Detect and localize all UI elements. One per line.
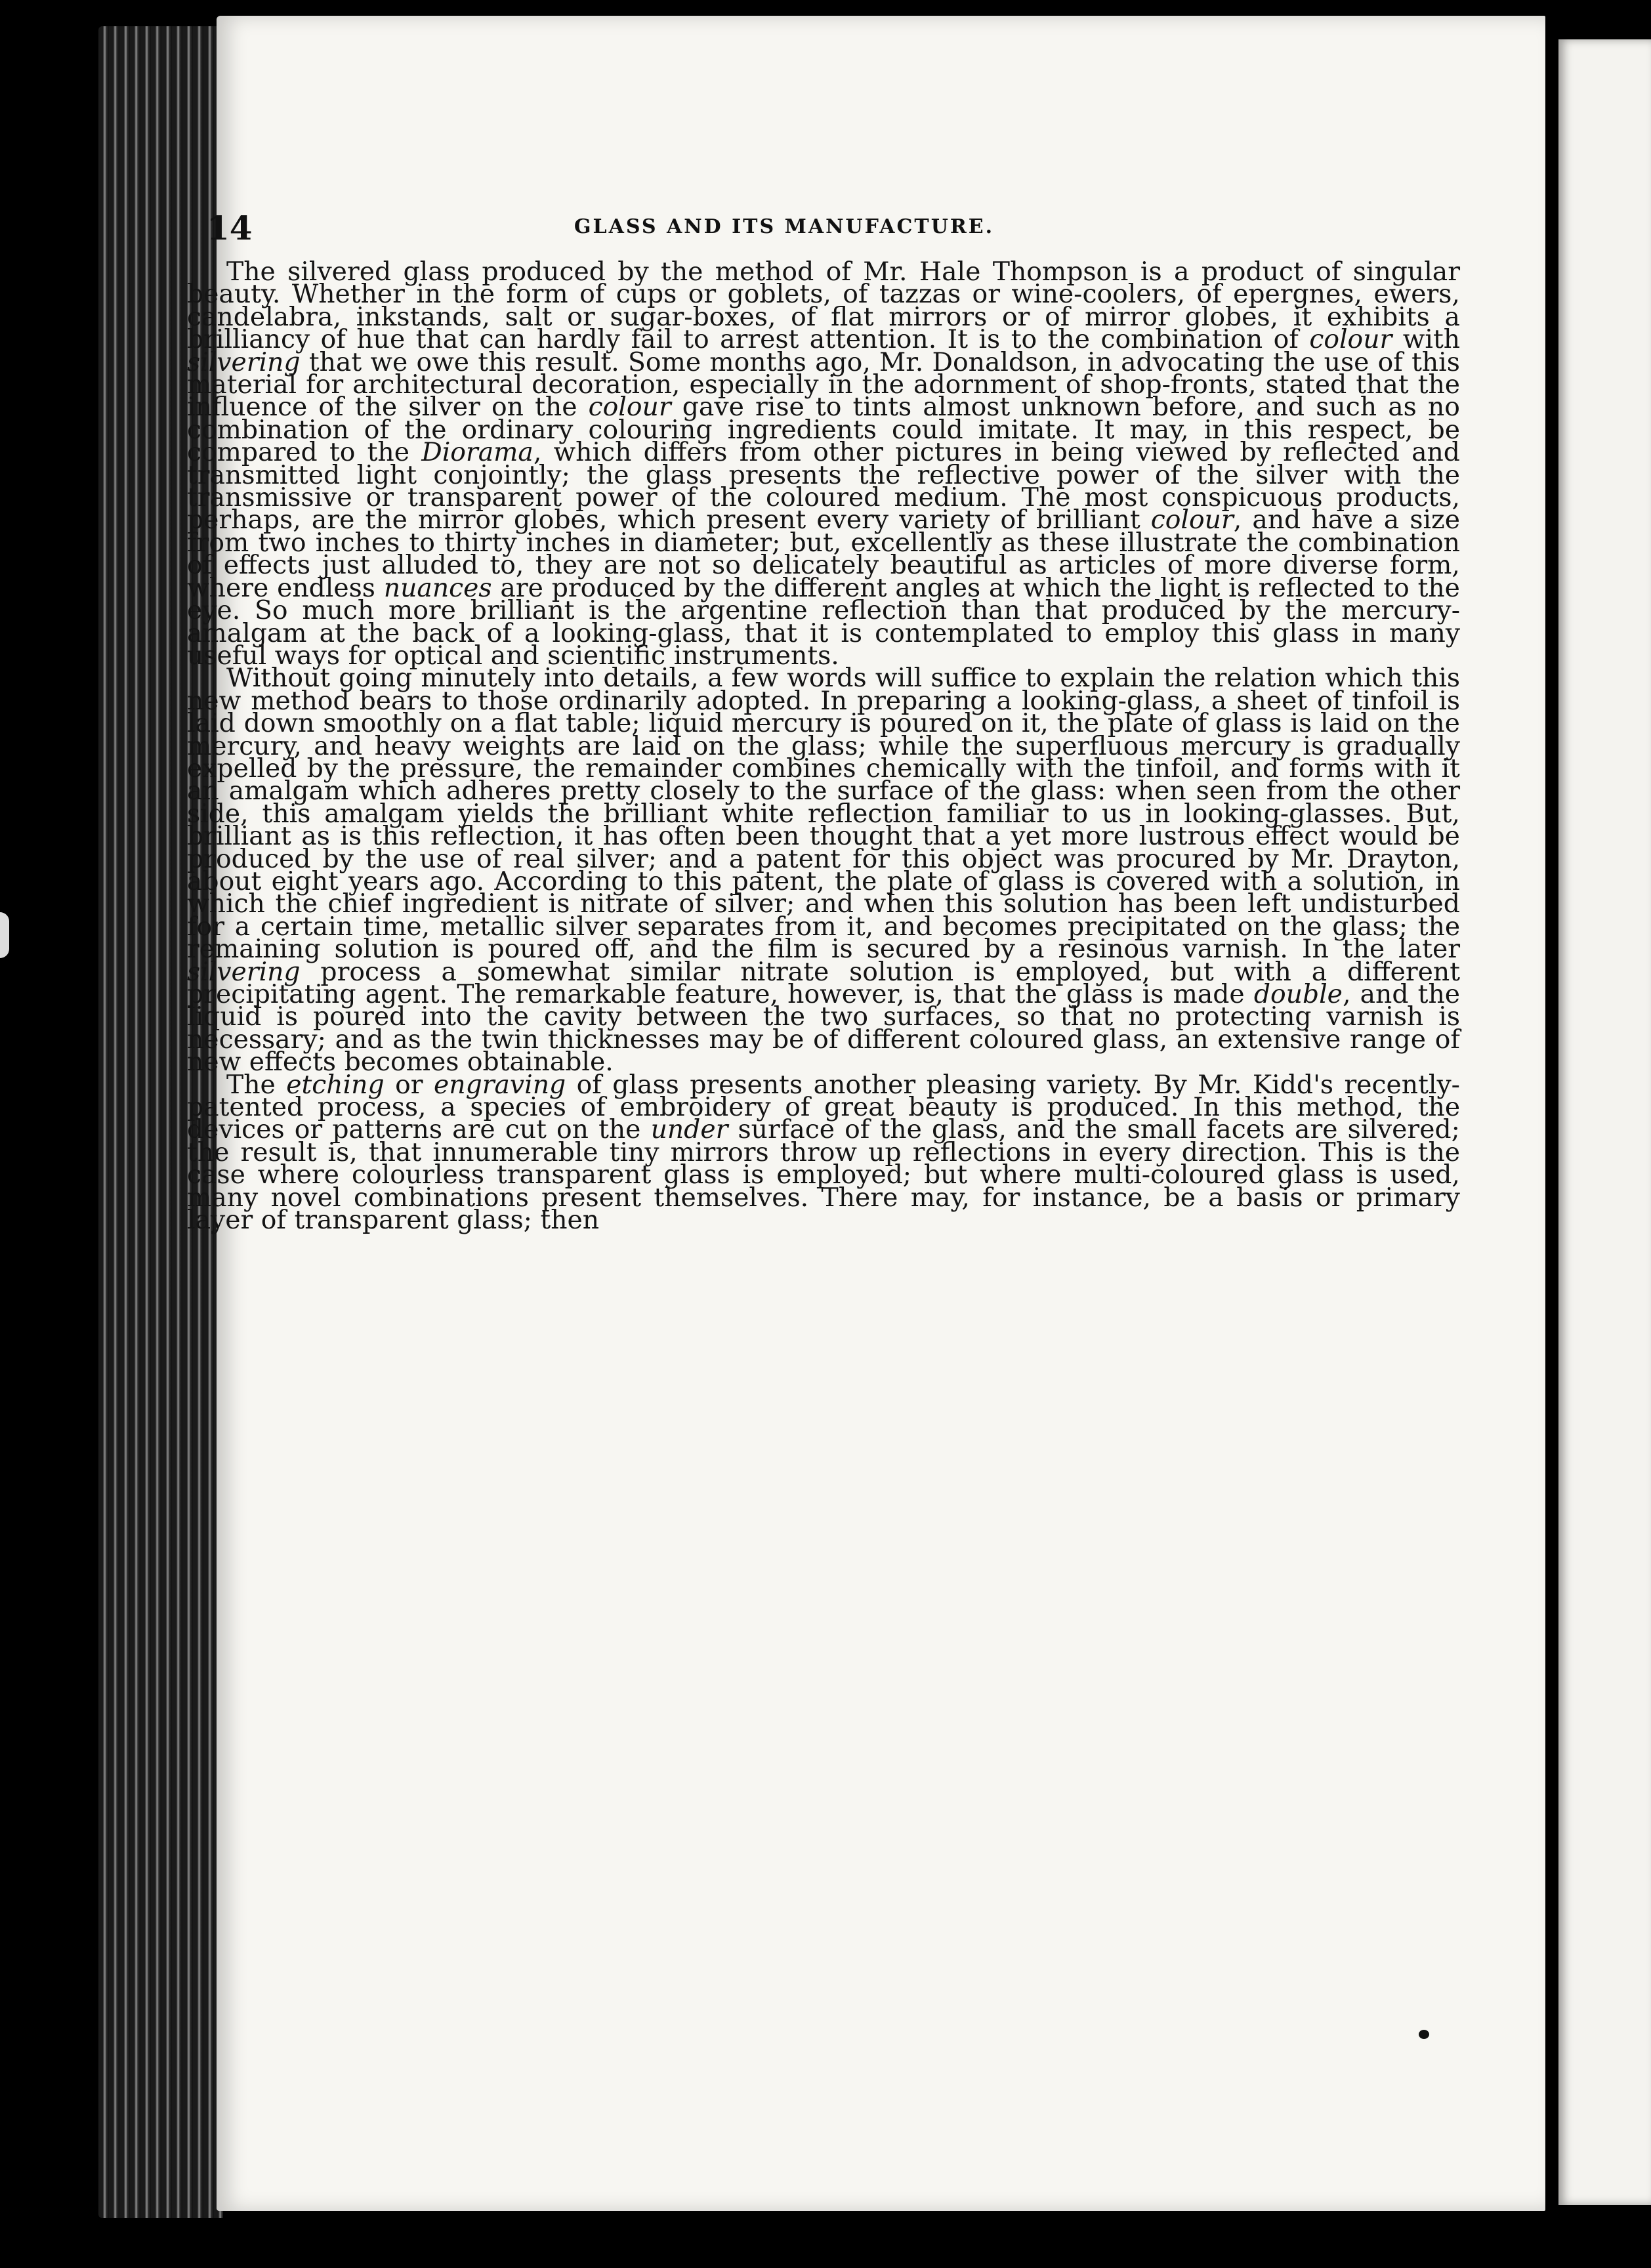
paragraph-2: Without going minutely into details, a few words will suffice to explain the relation which this new method bears to those ordinarily adopted. In preparing a looking-glass, a sheet of tinfoil is laid down smoothly on a flat table; liquid mercury is poured on it, the plate of glass is laid on the mercury, and heavy weights are laid on the glass; while the superfluous mercury is gradually expelled by the pressure, the remainder combines chemically with the tinfoil, and forms with it an amalgam which adheres pretty closely to the surface of the glass: when seen from the other side, this amalgam yields the brilliant white reflection familiar to us in looking-glasses. But, brilliant as is this reflection, it has often been thought that a yet more lustrous effect would be produced by the use of real silver; and a patent for this object was procured by Mr. Drayton, about eight years ago. According to this patent, the plate of glass is covered with a solution, in which the chief ingredient is nitrate of silver; and when this solution has been left undisturbed for a certain time, metallic silver separates from it, and becomes precipitated on the glass; the remaining solution is poured off, and the film is secured by a resinous varnish. In the later silvering process a somewhat similar nitrate solution is employed, but with a different precipitating agent. The remarkable feature, however, is, that the glass is made double, and the liquid is poured into the cavity between the two surfaces, so that no protecting varnish is necessary; and as the twin thicknesses may be of different coloured glass, an extensive range of new effects becomes obtainable. [187, 663, 1461, 1078]
paragraph-1: The silvered glass produced by the method of Mr. Hale Thompson is a product of singular beauty. Whether in the form of cups or goblets, of tazzas or wine-coolers, of epergnes, ewers, candelabra, inkstands, salt or sugar-boxes, of flat mirrors or of mirror globes, it exhibits a brilliancy of hue that can hardly fail to arrest attention. It is to the combination of colour with silvering that we owe this result. Some months ago, Mr. Donaldson, in advocating the use of this material for architectural decoration, especially in the adornment of shop-fronts, stated that the influence of the silver on the colour gave rise to tints almost unknown before, and such as no combination of the ordinary colouring ingredients could imitate. It may, in this respect, be compared to the Diorama, which differs from other pictures in being viewed by reflected and transmitted light conjointly; the glass presents the reflective power of the silver with the transmissive or transparent power of the coloured medium. The most conspicuous products, perhaps, are the mirror globes, which present every variety of brilliant colour, and have a size from two inches to thirty inches in diameter; but, excellently as these illustrate the combination of effects just alluded to, they are not so delicately beautiful as articles of more diverse form, where endless nuances are produced by the different angles at which the light is reflected to the eye. So much more brilliant is the argentine reflection than that produced by the mercury-amalgam at the back of a looking-glass, that it is contemplated to employ this glass in many useful ways for optical and scientific instruments. [187, 257, 1461, 671]
edge-highlight [0, 912, 9, 958]
running-head [207, 209, 1362, 248]
paragraph-3: The etching or engraving of glass presents another pleasing variety. By Mr. Kidd's recently-patented process, a species of embroidery of great beauty is produced. In this method, the devices or patterns are cut on the under surface of the glass, and the small facets are silvered; the result is, that innumerable tiny mirrors throw up reflections in every direction. This is the case where colourless transparent glass is employed; but where multi-coloured glass is used, many novel combinations present themselves. There may, for instance, be a basis or primary layer of transparent glass; then [187, 1070, 1461, 1236]
ink-speck [1419, 2030, 1429, 2039]
page-number: 14 [207, 209, 253, 247]
adjacent-page [1558, 39, 1651, 2205]
running-title: GLASS AND ITS MANUFACTURE. [574, 215, 995, 238]
body-text [187, 257, 1461, 1236]
